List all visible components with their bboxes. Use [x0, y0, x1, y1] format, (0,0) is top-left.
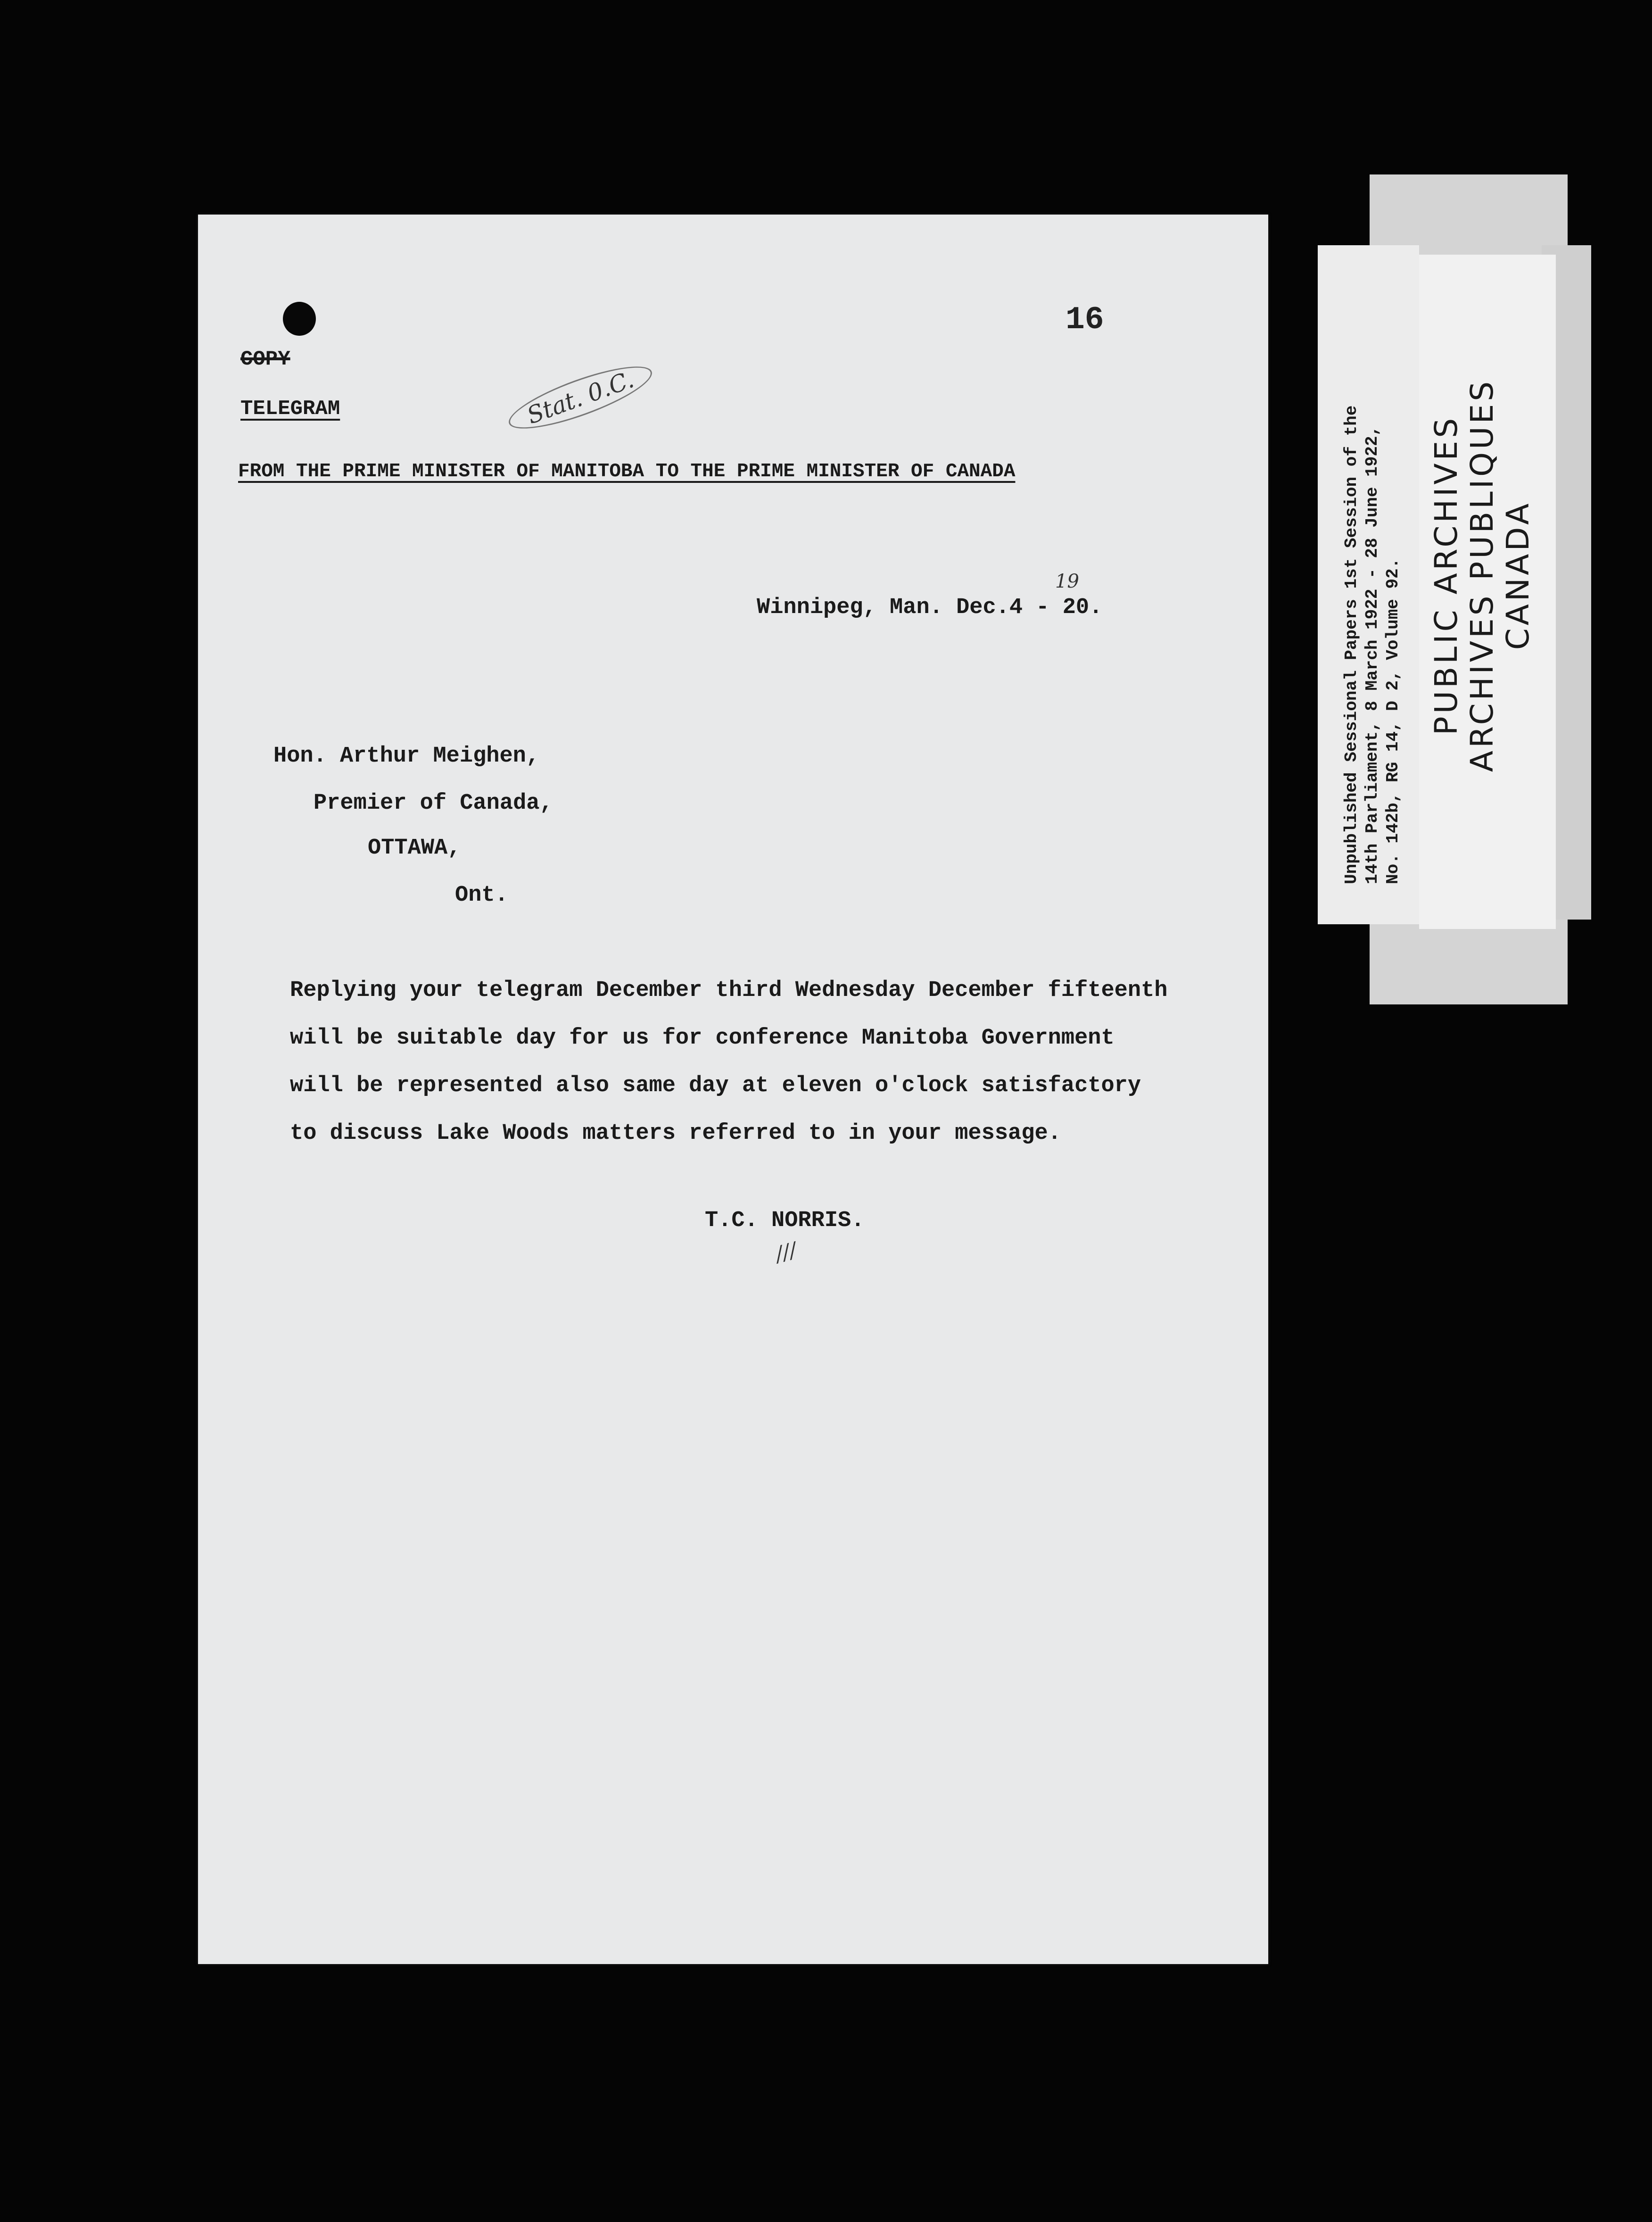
archive-label [1318, 245, 1419, 924]
archive-label-line-2: 14th Parliament, 8 March 1922 - 28 June 1922, [1363, 425, 1382, 884]
punch-hole [283, 302, 316, 336]
signature: T.C. NORRIS. [705, 1208, 865, 1233]
archive-stamp-panel [1419, 255, 1556, 929]
addressee-title: Premier of Canada, [314, 791, 553, 816]
telegram-page [198, 215, 1268, 1964]
addressee-name: Hon. Arthur Meighen, [273, 744, 540, 769]
body-line-1: Replying your telegram December third Wednesday December fifteenth [290, 978, 1168, 1003]
body-line-4: to discuss Lake Woods matters referred to in your message. [290, 1121, 1061, 1146]
body-line-3: will be represented also same day at eleven o'clock satisfactory [290, 1073, 1141, 1098]
from-line: FROM THE PRIME MINISTER OF MANITOBA TO THE PRIME MINISTER OF CANADA [238, 461, 1016, 482]
archive-label-text [1341, 406, 1404, 884]
date-place: Winnipeg, Man. Dec.4 - 20. [757, 595, 1103, 620]
archive-stamp-line-2: ARCHIVES PUBLIQUES [1464, 378, 1500, 772]
archive-stamp [1429, 340, 1536, 811]
archive-label-line-1: Unpublished Sessional Papers 1st Session of the [1342, 405, 1361, 884]
body-line-2: will be suitable day for us for conference Manitoba Government [290, 1026, 1115, 1051]
telegram-body [290, 967, 1209, 1157]
archive-stamp-line-3: CANADA [1500, 500, 1536, 650]
telegram-heading: TELEGRAM [240, 397, 340, 421]
signature-mark: /// [773, 1238, 800, 1267]
page-number: 16 [1066, 302, 1104, 338]
archive-stamp-line-1: PUBLIC ARCHIVES [1428, 415, 1464, 736]
archive-label-line-3: No. 142b, RG 14, D 2, Volume 92. [1383, 558, 1403, 884]
copy-mark: COPY [240, 348, 290, 371]
addressee-province: Ont. [455, 883, 508, 908]
addressee-city: OTTAWA, [368, 836, 461, 861]
margin-note: Stat. 0.C. [503, 355, 658, 440]
date-year-insert: 19 [1055, 571, 1079, 592]
